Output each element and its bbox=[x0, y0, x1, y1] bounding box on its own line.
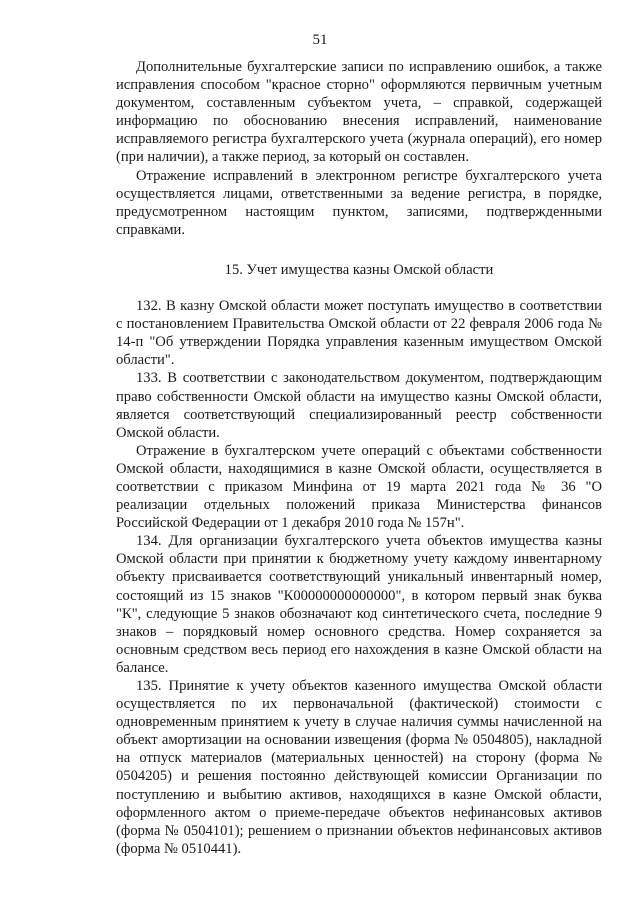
paragraph-electronic-register: Отражение исправлений в электронном регистре бухгалтерского учета осуществляется лицами, ответственными за ведение регистра, в порядке, предусмотренном настоящим пунктом, записями, подтвержденными справками. bbox=[116, 167, 602, 238]
paragraph-item-134: 134. Для организации бухгалтерского учета объектов имущества казны Омской области при принятии к бюджетному учету каждому инвентарному объекту присваивается соответствующий уникальный инвентарный номер, состоящий из 15 знаков "К00000000000000", в котором первый знак буква "К", следующие 5 знаков обозначают код синтетического счета, последние 9 знаков – порядковый номер основного средства. Номер сохраняется за основным средством весь период его нахождения в казне Омской области на балансе. bbox=[116, 533, 602, 676]
paragraph-item-133: 133. В соответствии с законодательством документом, подтверждающим право собственности Омской области на имущество казны Омской области, является соответствующий специализированный реестр собственности Омской области. bbox=[116, 370, 602, 441]
paragraph-item-133-continued: Отражение в бухгалтерском учете операций с объектами собственности Омской области, находящимися в казне Омской области, осуществляется в соответствии с приказом Минфина от 19 марта 2021 года № 36 "О реализации отдельных положений приказа Министерства финансов Российской Федерации от 1 декабря 2010 года № 157н". bbox=[116, 442, 602, 532]
paragraph-correction-records: Дополнительные бухгалтерские записи по исправлению ошибок, а также исправления способом "красное сторно" оформляются первичным учетным документом, составленным субъектом учета, – справкой, содержащей информацию по обоснованию внесения исправлений, наименование исправляемого регистра бухгалтерского учета (журнала операций), его номер (при наличии), а также период, за который он составлен. bbox=[116, 59, 602, 166]
paragraph-item-132: 132. В казну Омской области может поступать имущество в соответствии с постановлением Правительства Омской области от 22 февраля 2006 года № 14-п "Об утверждении Порядка управления казенным имуществом Омской области". bbox=[116, 298, 602, 369]
paragraph-item-135: 135. Принятие к учету объектов казенного имущества Омской области осуществляется по их первоначальной (фактической) стоимости с одновременным принятием к учету в случае наличия суммы начисленной на объект амортизации на основании извещения (форма № 0504805), накладной на отпуск материалов (материальных ценностей) на сторону (форма № 0504205) и решения постоянно действующей комиссии Организации по поступлению и выбытию активов, находящихся в казне Омской области, оформленного актом о приеме-передаче объектов нефинансовых активов (форма № 0504101); решением о признании объектов нефинансовых активов (форма № 0510441). bbox=[116, 678, 602, 857]
page-number: 51 bbox=[312, 32, 328, 48]
document-body bbox=[116, 58, 602, 858]
section-heading: 15. Учет имущества казны Омской области bbox=[224, 261, 494, 278]
